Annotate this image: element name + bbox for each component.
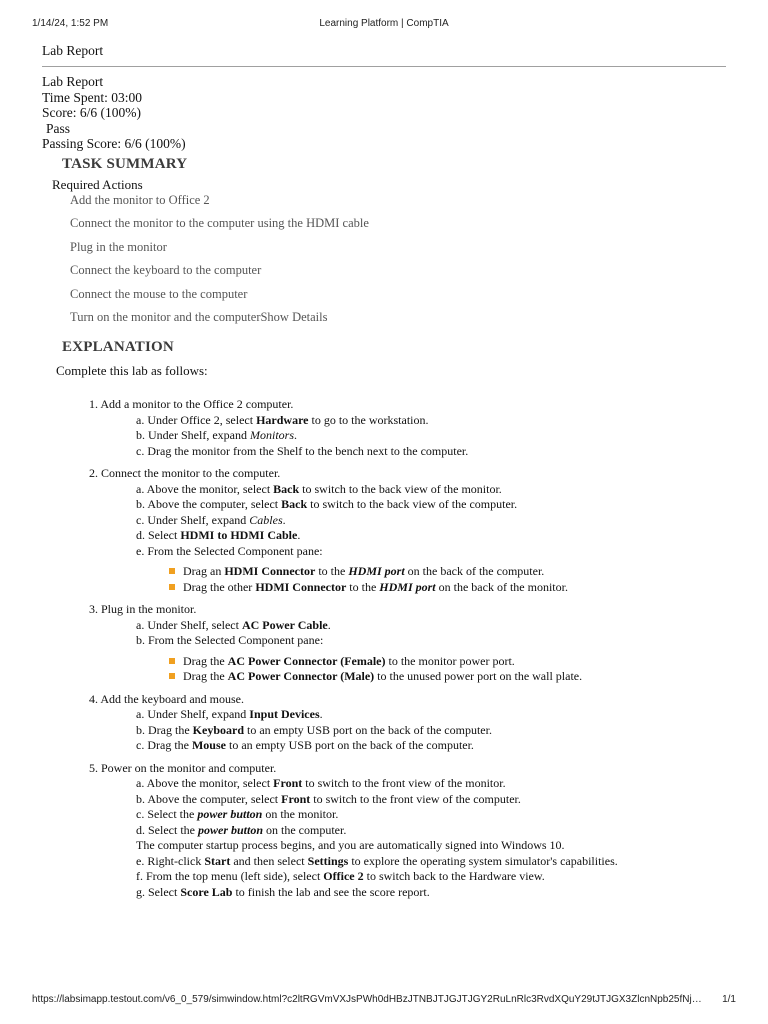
instruction-text: e. From the Selected Component pane: [136, 543, 323, 558]
step-title: 5. Power on the monitor and computer. [89, 760, 277, 775]
substep-text [136, 823, 346, 837]
emphasis-text: AC Power Connector (Female) [227, 653, 386, 668]
report-summary [42, 74, 186, 152]
step-note: The computer startup process begins, and you are automatically signed into Windows 10. [136, 838, 565, 852]
emphasis-text: power button [197, 822, 263, 837]
instruction-text: to switch to the front view of the monitor. [302, 776, 506, 790]
bullet-list [89, 654, 618, 685]
emphasis-text: Front [281, 791, 311, 806]
emphasis-text: Monitors [249, 428, 294, 442]
substep-text [136, 513, 286, 527]
instruction-text: to the [346, 579, 380, 594]
substep-list [89, 776, 618, 838]
substep-text [136, 497, 517, 511]
emphasis-text: Back [273, 481, 300, 496]
substep-item [136, 807, 618, 823]
instruction-text: d. Select the [136, 822, 198, 837]
print-date: 1/14/24, 1:52 PM [32, 18, 109, 29]
emphasis-text: Mouse [191, 738, 226, 752]
emphasis-text: HDMI port [379, 579, 436, 594]
substep-text [136, 444, 468, 458]
instruction-text: . [319, 707, 323, 721]
instruction-text: a. Above the monitor, select [136, 776, 274, 790]
instruction-text: Drag the [183, 669, 228, 683]
instruction-text: . [297, 528, 301, 542]
instruction-text: on the back of the computer. [404, 564, 545, 578]
substep-item [136, 618, 618, 634]
instruction-text: c. Drag the [136, 738, 192, 752]
instruction-text: to an empty USB port on the back of the computer. [225, 738, 474, 752]
print-page-number: 1/1 [722, 994, 736, 1005]
emphasis-text: Settings [307, 853, 349, 868]
required-action-item: Add the monitor to Office 2 [70, 193, 210, 207]
instruction-text: to the monitor power port. [385, 653, 515, 668]
instruction-text: to explore the operating system simulator's capabilities. [348, 853, 618, 868]
explanation-step [89, 602, 618, 685]
bullet-square-icon [169, 673, 175, 679]
instruction-text: to go to the workstation. [308, 412, 429, 427]
instruction-text: Drag an [183, 564, 225, 578]
substep-item [136, 413, 618, 429]
substep-item [136, 885, 618, 901]
step-title: 1. Add a monitor to the Office 2 computer. [89, 397, 294, 411]
substep-item [136, 707, 618, 723]
explanation-steps [89, 397, 618, 907]
print-page-title: Learning Platform | CompTIA [319, 18, 449, 29]
substep-item [136, 776, 618, 792]
instruction-text: f. From the top menu (left side), select [136, 869, 324, 883]
substep-list [89, 618, 618, 649]
substep-item [136, 854, 618, 870]
substep-item [136, 738, 618, 754]
emphasis-text: HDMI to HDMI Cable [180, 528, 298, 542]
bullet-item [169, 654, 618, 670]
substep-text [136, 707, 323, 721]
emphasis-text: Cables [249, 512, 283, 527]
emphasis-text: Front [273, 776, 303, 790]
substep-list [89, 413, 618, 460]
substep-text [136, 854, 618, 868]
instruction-text: b. Drag the [136, 722, 193, 737]
substep-text [136, 618, 331, 632]
instruction-text: to switch to the front view of the computer. [310, 791, 521, 806]
bullet-text [183, 654, 515, 668]
emphasis-text: HDMI port [348, 564, 405, 578]
step-title: 4. Add the keyboard and mouse. [89, 691, 244, 706]
title-divider [42, 66, 726, 67]
substep-item [136, 528, 618, 544]
substep-item [136, 633, 618, 649]
report-title: Lab Report [42, 74, 104, 89]
substep-item [136, 482, 618, 498]
instruction-text: b. From the Selected Component pane: [136, 633, 324, 647]
instruction-text: to switch to the back view of the computer. [307, 497, 518, 511]
substep-list [89, 707, 618, 754]
explanation-step [89, 761, 618, 901]
emphasis-text: HDMI Connector [224, 564, 316, 578]
substep-text [136, 544, 323, 558]
print-url: https://labsimapp.testout.com/v6_0_579/simwindow.html?c2ltRGVmVXJsPWh0dHBzJTNBJTJGJTJGY2RuLnRlc3RvdXQuY29tJTJGX3ZlcnNpb25fNj… [32, 994, 702, 1005]
emphasis-text: Back [281, 497, 308, 511]
bullet-square-icon [169, 584, 175, 590]
required-action-item: Connect the monitor to the computer using the HDMI cable [70, 216, 369, 231]
substep-text [136, 633, 323, 647]
substep-text [136, 885, 430, 899]
required-action-item: Connect the keyboard to the computer [70, 263, 262, 278]
substep-list [89, 482, 618, 560]
substep-item [136, 823, 618, 839]
instruction-text: b. Above the computer, select [136, 791, 282, 806]
emphasis-text: Score Lab [180, 884, 233, 899]
required-action-item[interactable]: Turn on the monitor and the computerShow Details [70, 309, 328, 324]
instruction-text: on the computer. [263, 822, 347, 837]
emphasis-text: Hardware [256, 412, 309, 427]
emphasis-text: Office 2 [323, 869, 364, 883]
bullet-text [183, 580, 568, 594]
required-action-item: Connect the mouse to the computer [70, 286, 248, 301]
time-spent: Time Spent: 03:00 [42, 89, 143, 105]
emphasis-text: Input Devices [249, 707, 320, 721]
instruction-text: a. Above the monitor, select [136, 481, 274, 496]
instruction-text: g. Select [136, 884, 181, 899]
required-action-item: Plug in the monitor [70, 239, 167, 254]
instruction-text: c. Drag the monitor from the Shelf to the bench next to the computer. [136, 443, 469, 458]
substep-text [136, 528, 300, 542]
substep-item [136, 792, 618, 808]
instruction-text: . [327, 617, 331, 632]
instruction-text: to the [315, 564, 349, 578]
page-title: Lab Report [42, 43, 104, 58]
score: Score: 6/6 (100%) [42, 105, 141, 120]
emphasis-text: HDMI Connector [255, 579, 347, 594]
instruction-text: a. Under Office 2, select [136, 412, 257, 427]
substep-item [136, 444, 618, 460]
explanation-step [89, 397, 618, 459]
instruction-text: c. Select the [136, 807, 198, 821]
explanation-step [89, 466, 618, 595]
print-footer [32, 994, 736, 1008]
instruction-text: on the back of the monitor. [435, 579, 568, 594]
emphasis-text: AC Power Cable [241, 617, 328, 632]
instruction-text: . [282, 512, 286, 527]
print-header [32, 18, 736, 32]
substep-text [136, 807, 338, 821]
instruction-text: e. Right-click [136, 853, 205, 868]
explanation-step [89, 692, 618, 754]
instruction-text: Drag the [183, 653, 228, 668]
substep-item [136, 723, 618, 739]
instruction-text: to the unused power port on the wall plate. [374, 669, 583, 683]
explanation-heading: EXPLANATION [62, 339, 174, 355]
bullet-text [183, 669, 582, 683]
emphasis-text: power button [197, 807, 263, 821]
substep-text [136, 792, 521, 806]
instruction-text: to finish the lab and see the score report. [232, 884, 430, 899]
explanation-intro: Complete this lab as follows: [56, 363, 208, 378]
substep-item [136, 497, 618, 513]
required-actions-label: Required Actions [52, 177, 143, 192]
instruction-text: on the monitor. [262, 807, 339, 821]
substep-text [136, 738, 474, 752]
substep-item [136, 428, 618, 444]
passing-score: Passing Score: 6/6 (100%) [42, 136, 186, 151]
status-pass: Pass [46, 120, 71, 136]
substep-text [136, 776, 506, 790]
bullet-square-icon [169, 568, 175, 574]
step-title: 2. Connect the monitor to the computer. [89, 466, 281, 480]
substep-text [136, 428, 297, 442]
substep-item [136, 513, 618, 529]
instruction-text: a. Under Shelf, expand [136, 707, 250, 721]
substep-text [136, 413, 429, 427]
instruction-text: to an empty USB port on the back of the computer. [244, 722, 492, 737]
step-title: 3. Plug in the monitor. [89, 602, 197, 616]
bullet-item [169, 669, 618, 685]
instruction-text: and then select [230, 853, 308, 868]
instruction-text: d. Select [136, 528, 181, 542]
instruction-text: . [294, 428, 297, 442]
task-summary-heading: TASK SUMMARY [62, 156, 188, 172]
bullet-square-icon [169, 658, 175, 664]
bullet-text [183, 564, 544, 578]
instruction-text: b. Above the computer, select [136, 497, 282, 511]
emphasis-text: AC Power Connector (Male) [227, 669, 375, 683]
emphasis-text: Start [204, 853, 231, 868]
substep-text [136, 869, 545, 883]
substep-item [136, 869, 618, 885]
substep-item [136, 544, 618, 560]
instruction-text: b. Under Shelf, expand [136, 428, 250, 442]
required-actions-list [70, 193, 369, 333]
substep-text [136, 482, 502, 496]
substep-list [89, 854, 618, 901]
instruction-text: c. Under Shelf, expand [136, 512, 250, 527]
bullet-item [169, 564, 618, 580]
emphasis-text: Keyboard [192, 722, 244, 737]
bullet-list [89, 564, 618, 595]
instruction-text: to switch back to the Hardware view. [363, 869, 545, 883]
bullet-item [169, 580, 618, 596]
instruction-text: to switch to the back view of the monitor. [299, 481, 502, 496]
instruction-text: a. Under Shelf, select [136, 617, 242, 632]
instruction-text: Drag the other [183, 579, 256, 594]
substep-text [136, 723, 492, 737]
